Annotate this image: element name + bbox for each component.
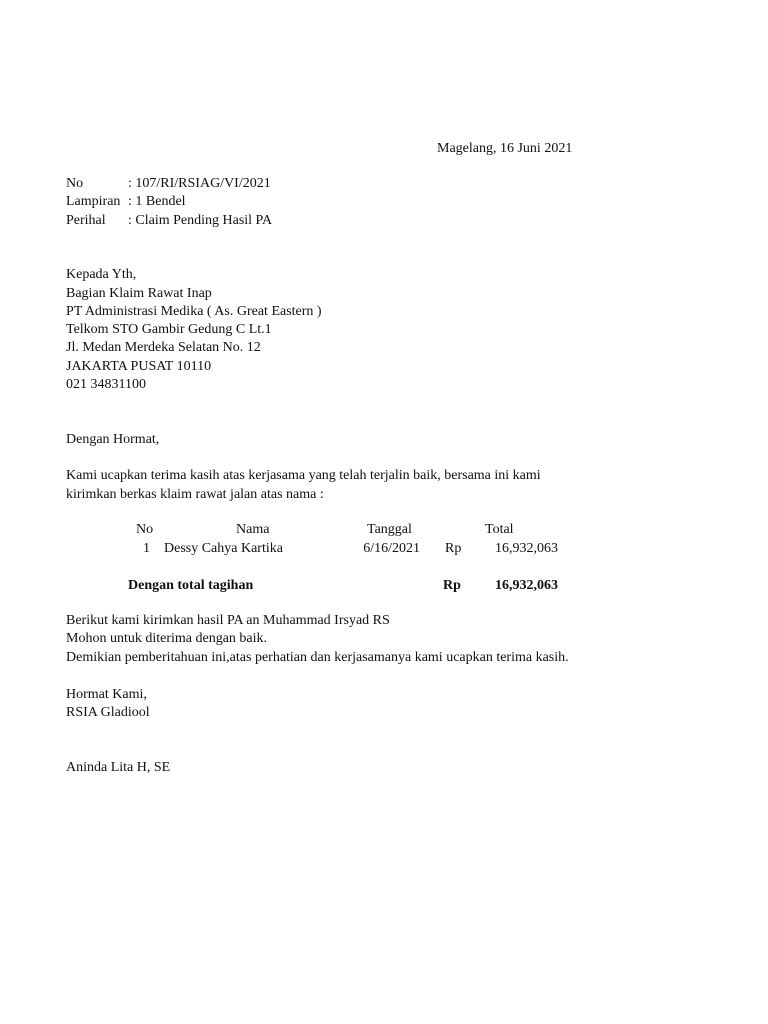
table-header-nama: Nama bbox=[236, 522, 270, 537]
meta-value-perihal: : Claim Pending Hasil PA bbox=[128, 213, 273, 228]
table-cell-no: 1 bbox=[143, 541, 150, 556]
recipient-line: Bagian Klaim Rawat Inap bbox=[66, 286, 212, 301]
sign-off-line: Hormat Kami, bbox=[66, 687, 147, 702]
closing-line: Mohon untuk diterima dengan baik. bbox=[66, 631, 268, 646]
table-cell-nama: Dessy Cahya Kartika bbox=[164, 541, 283, 556]
summary-label: Dengan total tagihan bbox=[128, 578, 254, 593]
meta-value-no: : 107/RI/RSIAG/VI/2021 bbox=[128, 176, 271, 191]
table-cell-total: 16,932,063 bbox=[495, 541, 558, 556]
recipient-line: Jl. Medan Merdeka Selatan No. 12 bbox=[66, 340, 261, 355]
table-header-total: Total bbox=[485, 522, 514, 537]
table-header-tanggal: Tanggal bbox=[367, 522, 412, 537]
meta-label-no: No bbox=[66, 176, 84, 191]
table-header-no: No bbox=[136, 522, 154, 537]
recipient-line: Telkom STO Gambir Gedung C Lt.1 bbox=[66, 322, 272, 337]
recipient-line: Kepada Yth, bbox=[66, 267, 137, 282]
salutation: Dengan Hormat, bbox=[66, 432, 160, 447]
table-cell-currency: Rp bbox=[445, 541, 462, 556]
meta-value-lampiran: : 1 Bendel bbox=[128, 194, 186, 209]
summary-total: 16,932,063 bbox=[495, 578, 558, 593]
intro-line: kirimkan berkas klaim rawat jalan atas nama : bbox=[66, 487, 324, 502]
letter-place-date: Magelang, 16 Juni 2021 bbox=[437, 141, 573, 156]
recipient-line: JAKARTA PUSAT 10110 bbox=[66, 359, 212, 374]
table-cell-tanggal: 6/16/2021 bbox=[363, 541, 420, 556]
closing-line: Demikian pemberitahuan ini,atas perhatian dan kerjasamanya kami ucapkan terima kasih. bbox=[66, 650, 569, 665]
meta-label-lampiran: Lampiran bbox=[66, 194, 121, 209]
summary-currency: Rp bbox=[443, 578, 461, 593]
recipient-line: 021 34831100 bbox=[66, 377, 146, 392]
intro-line: Kami ucapkan terima kasih atas kerjasama yang telah terjalin baik, bersama ini kami bbox=[66, 468, 541, 483]
recipient-line: PT Administrasi Medika ( As. Great Eastern ) bbox=[66, 304, 322, 319]
meta-label-perihal: Perihal bbox=[66, 213, 106, 228]
sign-off-line: RSIA Gladiool bbox=[66, 705, 150, 720]
closing-line: Berikut kami kirimkan hasil PA an Muhammad Irsyad RS bbox=[66, 613, 390, 628]
signatory-name: Aninda Lita H, SE bbox=[66, 760, 171, 775]
